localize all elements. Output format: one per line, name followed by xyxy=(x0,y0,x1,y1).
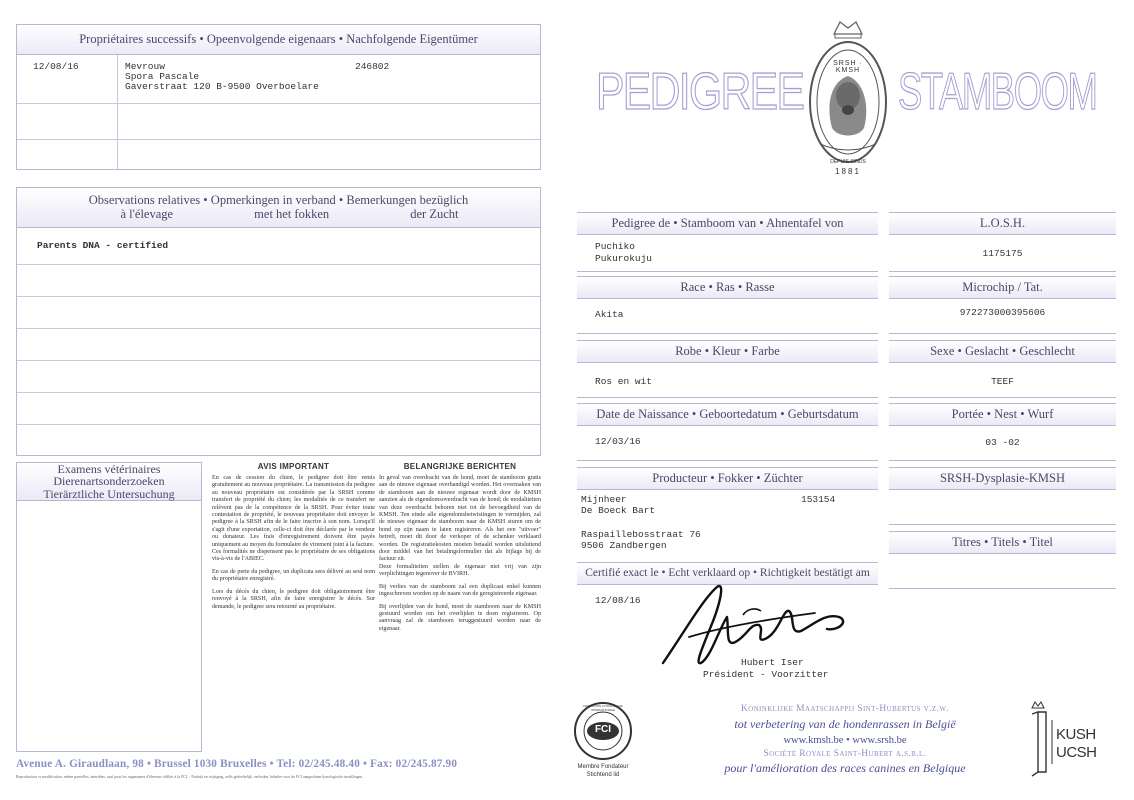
observations-section xyxy=(16,187,541,456)
notice-nl-p2: Deze formaliteiten stellen de eigenaar niet vrij van zijn verplichtingen tegenover de BVIRH. xyxy=(379,563,541,578)
observations-header-nl: met het fokken xyxy=(254,206,330,221)
fci-member2: Stichtend lid xyxy=(586,772,620,778)
pedigree-header: Pedigree de • Stamboom van • Ahnentafel von xyxy=(577,213,878,235)
footer-address: Avenue A. Giraudlaan, 98 • Brussel 1030 Bruxelles • Tel: 02/245.48.40 • Fax: 02/245.87.90 xyxy=(16,758,458,770)
owners-section xyxy=(16,24,541,170)
sexe-value: TEEF xyxy=(991,376,1014,387)
producer-header: Producteur • Fokker • Züchter xyxy=(577,468,878,490)
owner-number: 246802 xyxy=(355,61,390,72)
org-line1: Koninklijke Maatschappij Sint-Hubertus v.z.w. xyxy=(740,704,950,714)
titles-header: Titres • Titels • Titel xyxy=(889,532,1116,554)
notice-nl xyxy=(379,462,541,633)
producer-name: De Boeck Bart xyxy=(581,505,656,516)
microchip-header: Microchip / Tat. xyxy=(889,277,1116,299)
birth-section xyxy=(577,403,878,461)
titles-section xyxy=(889,531,1116,589)
footer-fine-print: Reproduction et modification, même partielles, interdites, sauf pour les organismes d'éleveurs affiliés à la FCI. - Nadruk en wijziging, zelfs gedeeltelijk, verboden, behalve voor de FCI aangesloten kynologische instellingen. xyxy=(16,775,364,779)
notice-nl-p4: Bij overlijden van de hond, moet de stamboom naar de KMSH gestuurd worden om het overlijden te doen registreren. Op aanvraag zal de stamboom teruggestuurd worden naar de eigenaar. xyxy=(379,603,541,632)
dysplasia-section xyxy=(889,467,1116,525)
robe-value: Ros en wit xyxy=(595,376,653,387)
notice-fr xyxy=(212,462,375,611)
owner-name: Spora Pascale xyxy=(125,71,200,82)
portee-value: 03 -02 xyxy=(985,437,1020,448)
microchip-value: 972273000395606 xyxy=(959,307,1046,318)
seal-since-year: 1881 xyxy=(835,167,861,176)
producer-section xyxy=(577,467,878,561)
certified-section xyxy=(577,562,878,682)
exams-line2: Dierenartsonderzoeken xyxy=(53,474,165,489)
org-line3: www.kmsh.be • www.srsh.be xyxy=(783,735,907,746)
notice-fr-p3: En cas de perte du pedigree, un duplicata sera délivré au seul nom du propriétaire enregistré. xyxy=(212,568,375,583)
portee-section xyxy=(889,403,1116,461)
losh-section xyxy=(889,212,1116,272)
seal-text: SRSH · KMSH xyxy=(833,60,863,74)
portee-header: Portée • Nest • Wurf xyxy=(889,404,1116,426)
microchip-section xyxy=(889,276,1116,334)
pedigree-name-line1: Puchiko xyxy=(595,241,635,252)
org-info xyxy=(680,704,1010,776)
sexe-section xyxy=(889,340,1116,398)
title-stamboom: STAMBOOM xyxy=(898,63,1097,121)
certified-header: Certifié exact le • Echt verklaard op • Richtigkeit bestätigt am xyxy=(577,563,878,585)
birth-header: Date de Naissance • Geboortedatum • Geburtsdatum xyxy=(577,404,878,426)
pedigree-name-section xyxy=(577,212,878,272)
losh-header: L.O.S.H. xyxy=(889,213,1116,235)
observations-header-line1: Observations relatives • Opmerkingen in verband • Bemerkungen bezüglich xyxy=(88,193,469,208)
seal-since-label: DEPUIS-SINDS xyxy=(830,159,866,165)
exams-line1: Examens vétérinaires xyxy=(57,461,161,476)
notice-fr-p1: En cas de cession du chien, le pedigree doit être remis gratuitement au nouveau propriétaire. La transmission du pedigree au nouveau propriétaire est considérée par la SRSH comme transfert de propriété du chien; les modalités de ce transfert ne relèvent pas de la compétence de la SRSH. Pour éviter toute contestation de propriété, le nouveau propriétaire doit envoyer le pedigree à la SRSH afin de le faire inscrire à son nom. Lorsqu'il s'agit d'une exportation, celle-ci doit être déclarée par le vendeur ou donateur. Les frais d'enregistrement doivent être payés uniquement au moyen du formulaire de virement joint à la facture. xyxy=(212,475,375,548)
notice-nl-title: BELANGRIJKE BERICHTEN xyxy=(403,462,517,471)
race-header: Race • Ras • Rasse xyxy=(577,277,878,299)
kmsh-logo xyxy=(1024,700,1118,784)
notice-nl-p1: In geval van overdracht van de hond, moet de stamboom gratis aan de nieuwe eigenaar overhandigd worden. Het overmaken van de stamboom aan de nieuwe eigenaar wordt door de KMSH aanzien als de eigendomsoverdracht van de hond; de modaliteiten van deze overdracht behoren niet tot de bevoegdheid van de KMSH. Ten einde alle eigendomsbetwistingen te vermijden, zal de nieuwe eigenaar de stamboom naar de KMSH sturen om de hond op zijn naam te laten registreren. Als het een "uitvoer" betreft, moet dit door de verkoper of de schenker verklaard worden. De registratiekosten moeten betaald worden uitsluitend door middel van het betalingsformulier dat als bijlage bij de factuur zit. xyxy=(379,475,541,563)
race-value: Akita xyxy=(595,309,624,320)
observations-header-fr: à l'élevage xyxy=(120,206,174,221)
fci-member1: Membre Fondateur xyxy=(577,764,629,770)
producer-street: Raspaillebosstraat 76 xyxy=(581,529,701,540)
observations-header-de: der Zucht xyxy=(410,206,459,221)
producer-number: 153154 xyxy=(801,494,836,505)
notice-nl-p3: Bij verlies van de stamboom zal een duplicaat enkel kunnen ingeschreven worden op de naam van de geregistreerde eigenaar. xyxy=(379,583,541,598)
race-section xyxy=(577,276,878,334)
producer-city: 9506 Zandbergen xyxy=(581,540,667,551)
notice-fr-p2: Ces formalités ne dispensent pas le propriétaire de ses obligations vis-à-vis de l'ABIEC. xyxy=(212,549,375,563)
org-line4: Société Royale Saint-Hubert a.s.b.l. xyxy=(763,749,927,759)
srsh-seal-emblem xyxy=(806,16,890,178)
org-line5: pour l'amélioration des races canines en Belgique xyxy=(724,761,966,775)
owner-address: Gaverstraat 120 B-9500 Overboelare xyxy=(125,81,319,92)
notice-fr-p4: Lors du décès du chien, le pedigree doit obligatoirement être renvoyé à la SRSH, afin de faire enregistrer le décès. Sur demande, le pedigree sera retourné au propriétaire. xyxy=(212,588,375,610)
observations-header xyxy=(17,188,540,228)
signer-role: Président - Voorzitter xyxy=(703,669,829,680)
robe-header: Robe • Kleur • Farbe xyxy=(577,341,878,363)
producer-title: Mijnheer xyxy=(581,494,627,505)
observation-text: Parents DNA - certified xyxy=(37,240,169,251)
kmsh-logo-line1: KUSH xyxy=(1056,726,1096,743)
owner-date: 12/08/16 xyxy=(33,61,79,72)
fci-ring-text: FEDERATION CYNOLOGIQUE INTERNATIONALE xyxy=(583,704,623,712)
birth-value: 12/03/16 xyxy=(595,436,641,447)
pedigree-name-line2: Pukurokuju xyxy=(595,253,653,264)
owners-header: Propriétaires successifs • Opeenvolgende eigenaars • Nachfolgende Eigentümer xyxy=(17,25,540,55)
fci-logo xyxy=(572,700,634,786)
kmsh-logo-line2: UCSH xyxy=(1056,744,1097,761)
title-pedigree: PEDIGREE xyxy=(596,63,804,121)
sexe-header: Sexe • Geslacht • Geschlecht xyxy=(889,341,1116,363)
owner-title: Mevrouw xyxy=(125,61,165,72)
robe-section xyxy=(577,340,878,398)
dysplasia-header: SRSH-Dysplasie-KMSH xyxy=(889,468,1116,490)
exams-section xyxy=(16,462,202,752)
fci-label: FCI xyxy=(594,724,612,735)
certified-date: 12/08/16 xyxy=(595,595,641,606)
exams-header xyxy=(17,463,201,501)
org-line2: tot verbetering van de hondenrassen in België xyxy=(734,717,956,731)
losh-value: 1175175 xyxy=(982,248,1023,259)
notice-fr-title: AVIS IMPORTANT xyxy=(257,462,330,471)
signer-name: Hubert Iser xyxy=(741,657,804,668)
exams-line3: Tierärztliche Untersuchung xyxy=(43,486,175,501)
